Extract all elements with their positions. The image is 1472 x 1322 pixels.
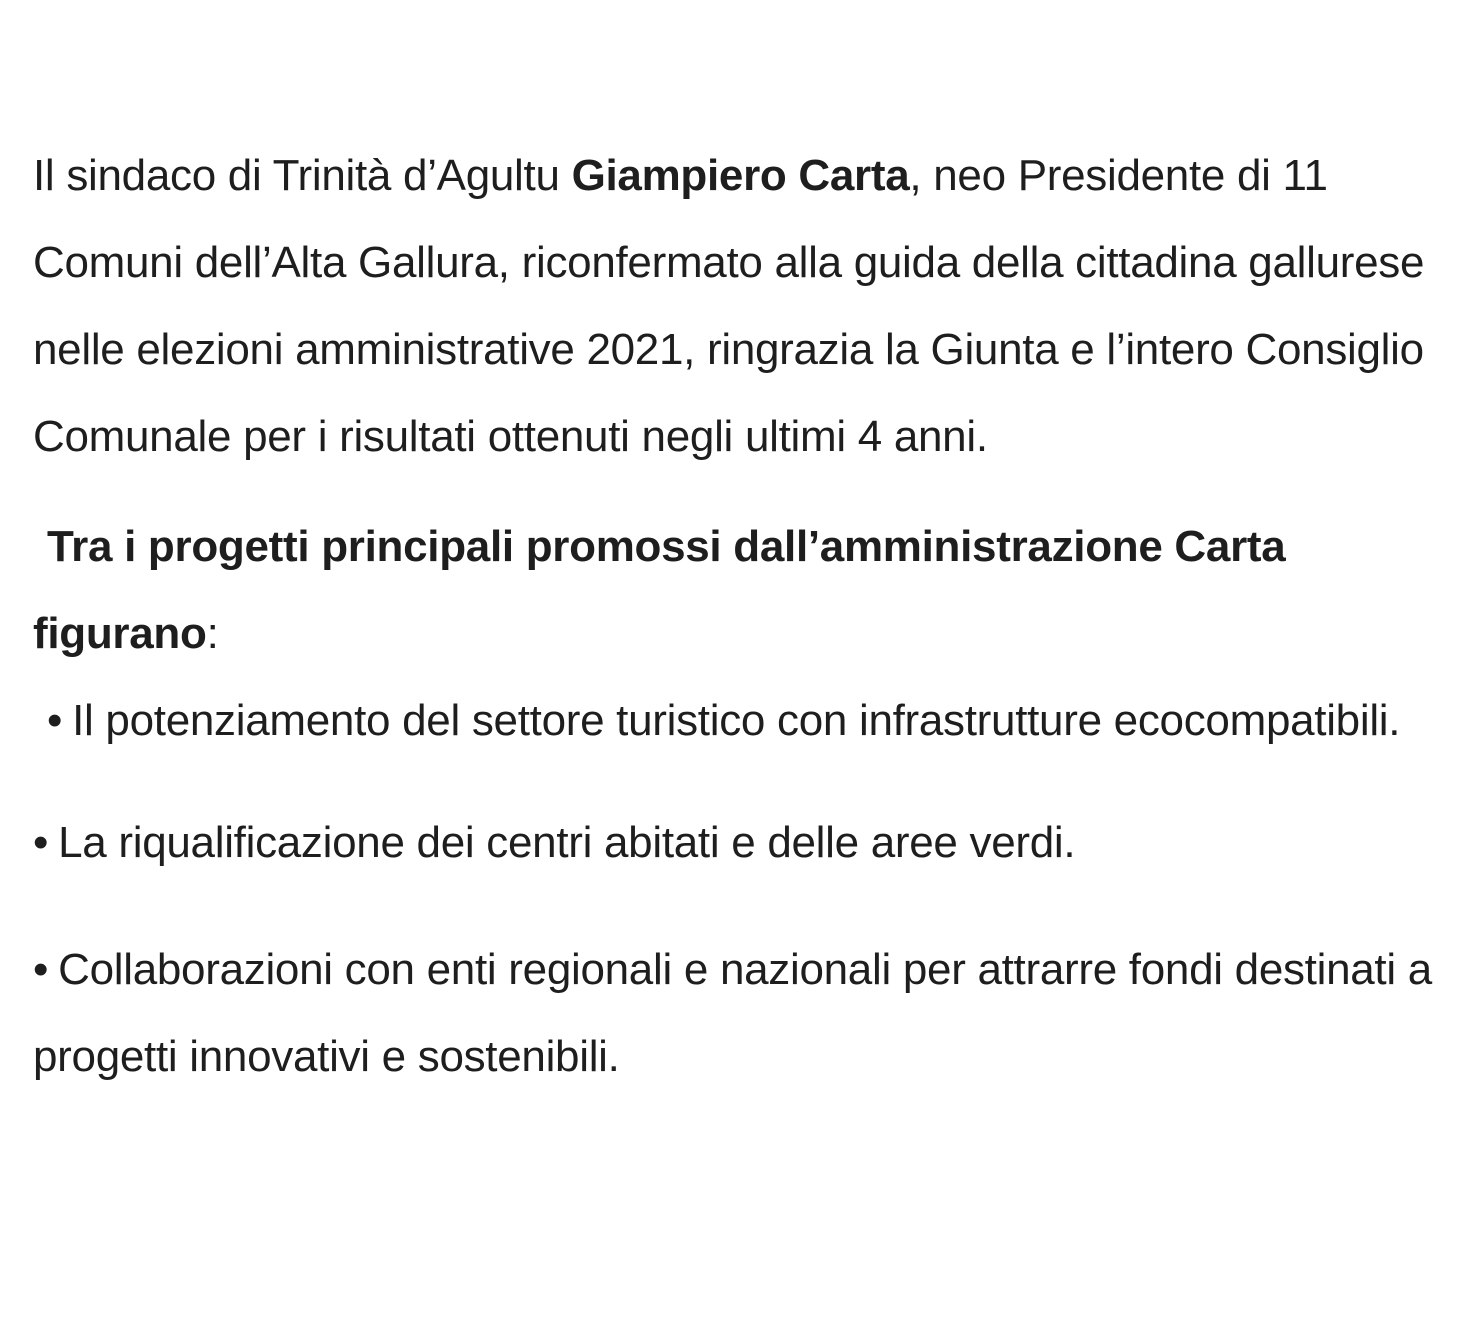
list-item (33, 677, 1433, 764)
article-body (33, 132, 1433, 1100)
projects-lead (33, 503, 1433, 677)
list-item-text: Collaborazioni con enti regionali e nazionali per attrarre fondi destinati a progetti innovativi e sostenibili. (33, 945, 1432, 1081)
list-item (33, 799, 1433, 886)
list-item (33, 926, 1433, 1100)
bullet-icon: • (47, 696, 63, 745)
projects-lead-text: Tra i progetti principali promossi dall’amministrazione Carta figurano (33, 522, 1286, 658)
projects-lead-colon: : (206, 609, 219, 658)
intro-paragraph (33, 132, 1433, 480)
intro-text-end: , neo Presidente di 11 Comuni dell’Alta Gallura, riconfermato alla guida della cittadina gallurese nelle elezioni amministrative 2021, ringrazia la Giunta e l’intero Consiglio Comunale per i risultati ottenuti negli ultimi 4 anni. (33, 151, 1425, 461)
intro-text-start: Il sindaco di Trinità d’Agultu (33, 151, 572, 200)
mayor-name: Giampiero Carta (571, 151, 910, 200)
list-item-text: Il potenziamento del settore turistico con infrastrutture ecocompatibili. (72, 696, 1401, 745)
bullet-icon: • (33, 818, 49, 867)
list-item-text: La riqualificazione dei centri abitati e delle aree verdi. (58, 818, 1076, 867)
bullet-icon: • (33, 945, 49, 994)
